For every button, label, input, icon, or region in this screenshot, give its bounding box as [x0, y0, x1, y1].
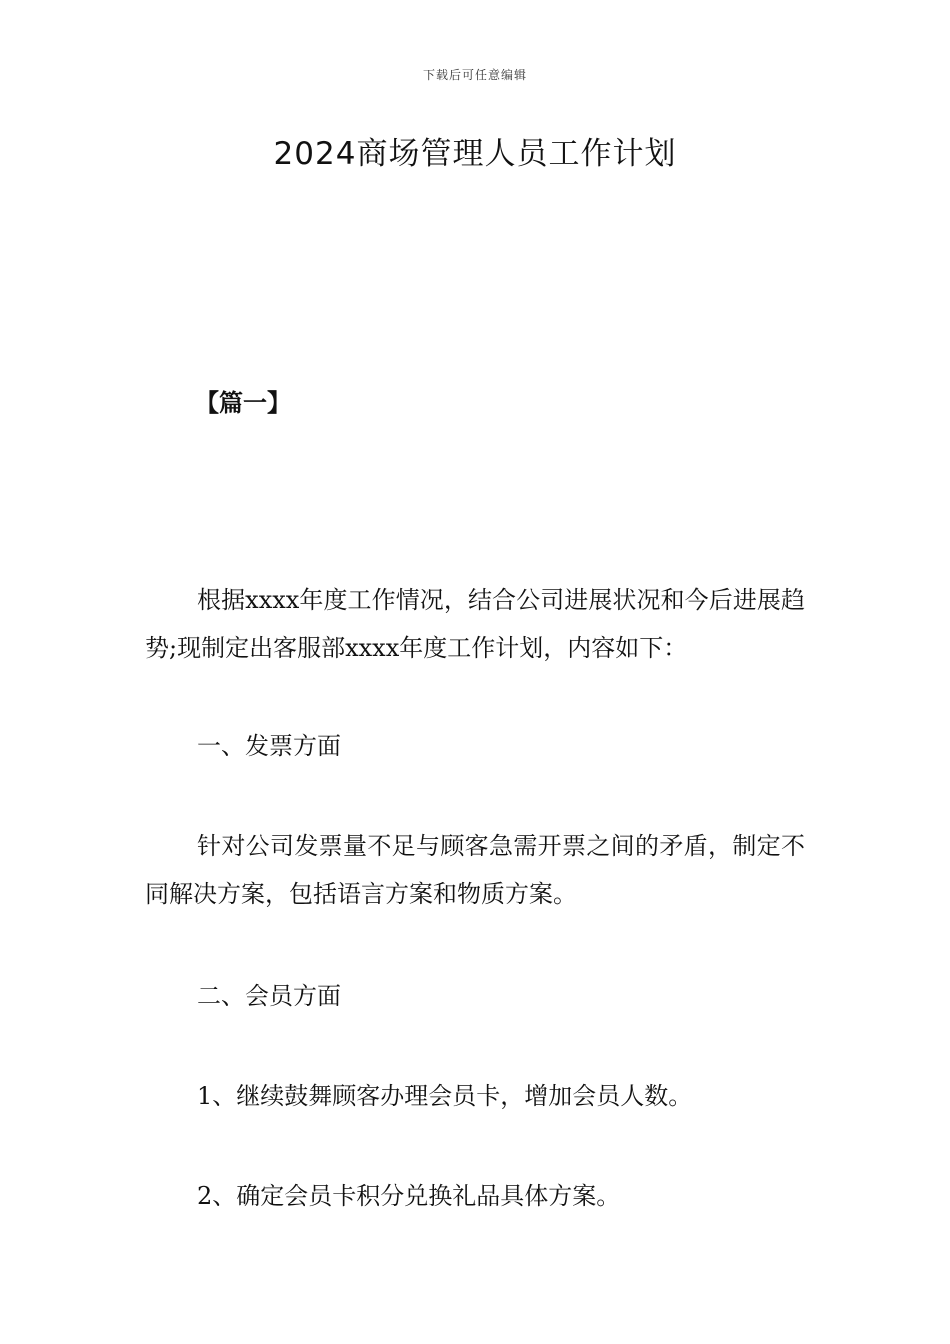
section-tag: 【篇一】 [195, 389, 291, 417]
list-item: 1、继续鼓舞顾客办理会员卡，增加会员人数。 [197, 1082, 693, 1110]
document-title: 2024商场管理人员工作计划 [273, 136, 677, 172]
list-item: 2、确定会员卡积分兑换礼品具体方案。 [197, 1182, 621, 1210]
paragraph-invoice: 针对公司发票量不足与顾客急需开票之间的矛盾，制定不同解决方案，包括语言方案和物质方案。 [145, 832, 805, 908]
heading-membership: 二、会员方面 [197, 982, 341, 1010]
paragraph-intro: 根据xxxx年度工作情况，结合公司进展状况和今后进展趋势;现制定出客服部xxxx年度工作计划，内容如下： [145, 586, 805, 662]
heading-invoice: 一、发票方面 [197, 732, 341, 760]
header-note: 下载后可任意编辑 [422, 68, 527, 82]
